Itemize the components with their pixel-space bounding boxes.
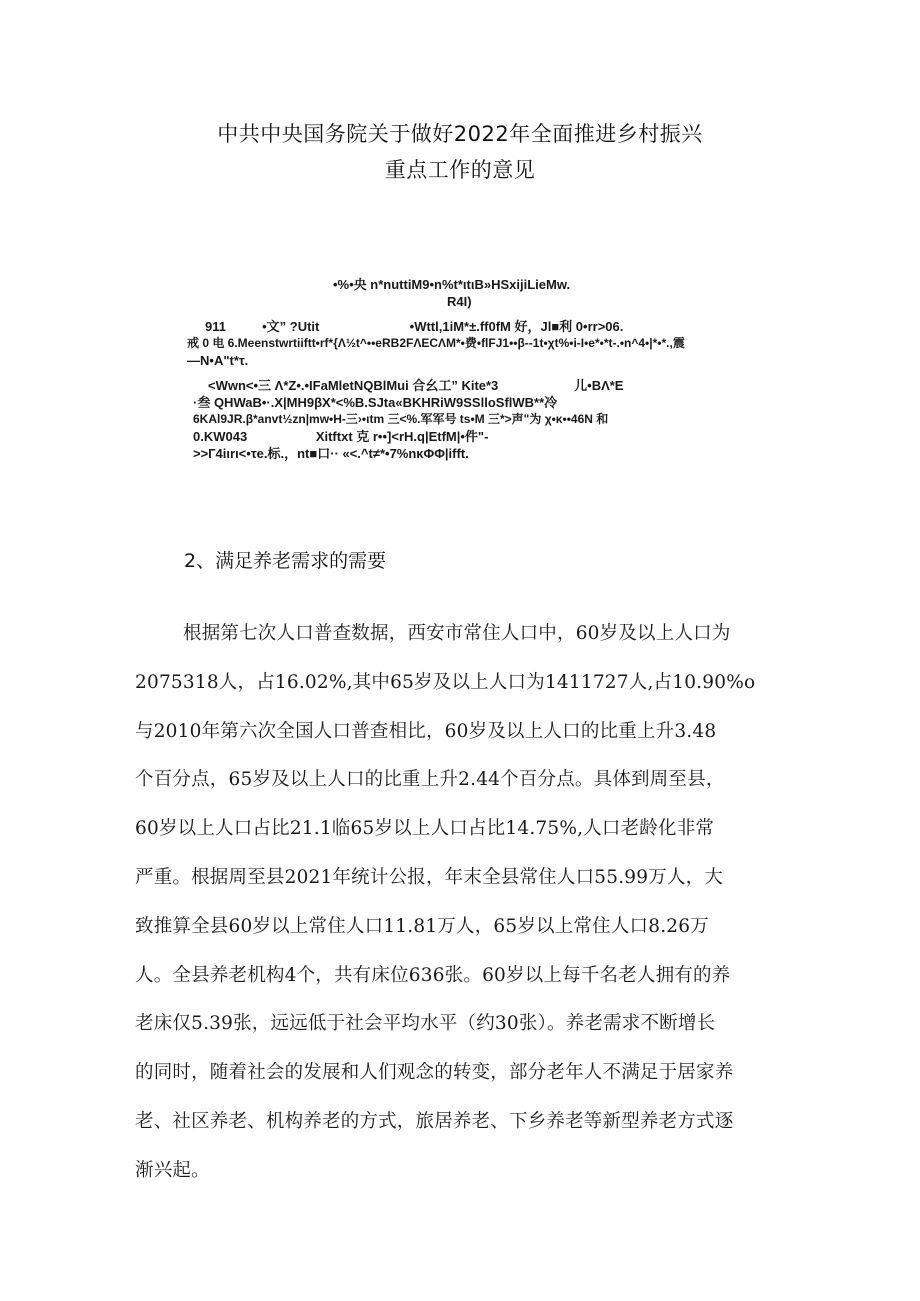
document-title-line-1: 中共中央国务院关于做好2022年全面推进乡村振兴 [217, 122, 703, 146]
garbled-line: ·叁 QHWaB•·.X|MH9βX*<%B.SJta«BKHRiW9SSlloSflWB**冷 [193, 395, 558, 410]
garbled-line: <Wwn<•三 Λ*Z•.•IFaMletNQBlMui 合幺工” Kite*3 儿•BΛ*E [208, 378, 624, 393]
paragraph-line: 根据第七次人口普查数据，西安市常住人口中，60岁及以上人口为 [183, 623, 731, 644]
paragraph-line: 2075318人，占16.02%,其中65岁及以上人口为1411727人,占10.90%o [135, 671, 756, 693]
paragraph-line: 渐兴起。 [135, 1159, 210, 1181]
paragraph-line: 的同时，随着社会的发展和人们观念的转变，部分老年人不满足于居家养 [135, 1062, 734, 1084]
section-heading: 2、满足养老需求的需要 [184, 550, 387, 572]
paragraph-line: 严重。根据周至县2021年统计公报，年末全县常住人口55.99万人，大 [135, 866, 724, 888]
paragraph-line: 致推算全县60岁以上常住人口11.81万人，65岁以上常住人口8.26万 [135, 915, 709, 937]
garbled-line: —N•A"t*τ. [187, 353, 249, 368]
paragraph-line: 与2010年第六次全国人口普查相比，60岁及以上人口的比重上升3.48 [135, 720, 717, 742]
garbled-line: 戒 0 电 6.Meenstwrtiiftt•rf*{Λ½t^••eRB2FΛECΛM*•费•flFJ1••β--1t•χt%•i-I•e*•*t-.•n^4•|*•*.,震 [187, 336, 685, 350]
garbled-line: R4I) [447, 294, 472, 309]
paragraph-line: 老、社区养老、机构养老的方式，旅居养老、下乡养老等新型养老方式逐 [135, 1110, 734, 1132]
garbled-line: 911 •文” ?Utit •Wttl,1iM*±.ff0fM 好，Jl■利 0•rr>06. [205, 319, 624, 334]
garbled-line: 6KAl9JR.β*anvt½zn|mw•H-三›•ιtm 三<%.军军号 ts•M 三*>声"为 χ•κ••46N 和 [193, 412, 609, 426]
body-paragraph [135, 610, 795, 1196]
garbled-line: 0.KW043 Xitftxt 克 r••]<rH.q|EtfM|•件"- [193, 429, 489, 444]
paragraph-line: 个百分点，65岁及以上人口的比重上升2.44个百分点。具体到周至县， [135, 769, 725, 791]
paragraph-line: 60岁以上人口占比21.1临65岁以上人口占比14.75%,人口老龄化非常 [135, 818, 715, 840]
paragraph-line: 老床仅5.39张，远远低于社会平均水平（约30张）。养老需求不断增长 [135, 1013, 716, 1035]
paragraph-line: 人。全县养老机构4个，共有床位636张。60岁以上每千名老人拥有的养 [135, 964, 731, 986]
garbled-line: •%•央 n*nuttiM9•n%t*ιtιB»HSxijiLieMw. [333, 277, 571, 292]
garbled-line: >>Г4iιrι<•τe.标.，nt■口·· «<.^t≠*•7%nκΦΦ|ifft. [193, 446, 469, 461]
document-title-line-2: 重点工作的意见 [384, 158, 536, 182]
